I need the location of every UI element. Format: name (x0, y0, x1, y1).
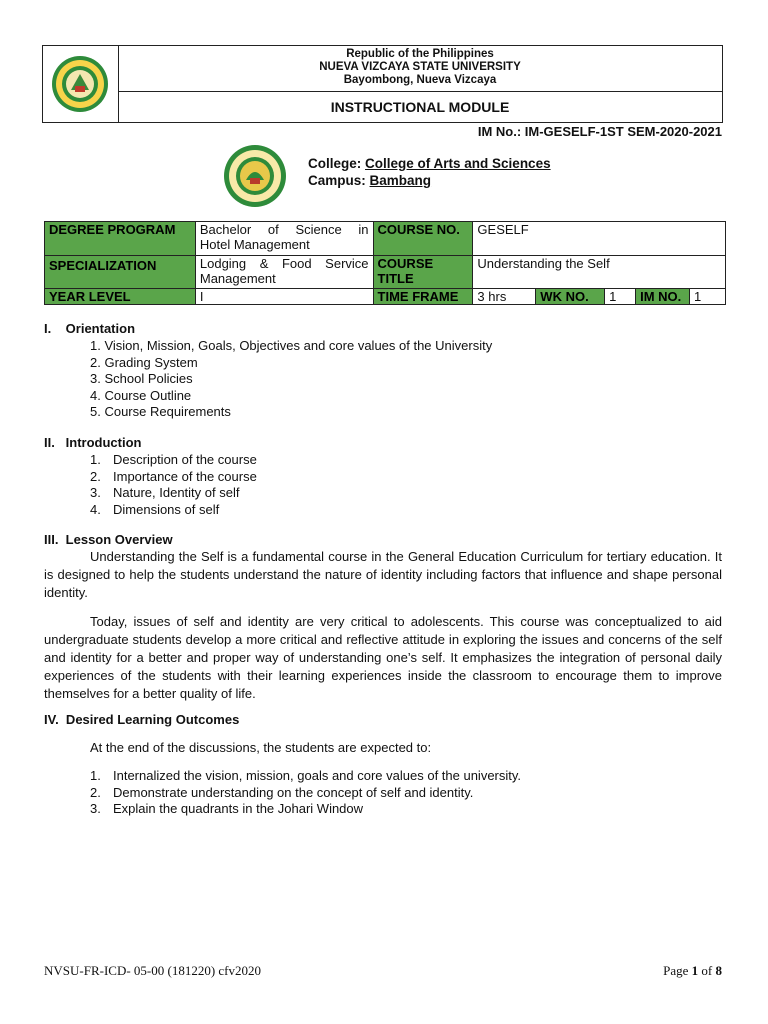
introduction-list (90, 452, 257, 518)
course-no-value: GESELF (473, 222, 726, 256)
course-title-label: COURSE TITLE (373, 256, 473, 289)
course-no-label: COURSE NO. (373, 222, 473, 256)
list-item: 1. Vision, Mission, Goals, Objectives and core values of the University (90, 338, 493, 353)
header-university-name: NUEVA VIZCAYA STATE UNIVERSITY (319, 61, 521, 73)
college-seal-icon (222, 144, 288, 208)
list-item: 4. Course Outline (90, 387, 192, 403)
footer-form-code: NVSU-FR-ICD- 05-00 (181220) cfv2020 (44, 963, 262, 978)
year-level-value: I (195, 289, 373, 305)
section-orientation-title: I. Orientation (44, 321, 136, 336)
header-republic: Republic of the Philippines (346, 48, 494, 60)
university-header (118, 46, 722, 92)
campus-line: Campus: Bambang (308, 173, 432, 188)
college-name: College of Arts and Sciences (365, 156, 551, 171)
section-introduction-title: II. Introduction (44, 435, 142, 450)
header-address: Bayombong, Nueva Vizcaya (343, 74, 497, 86)
list-item: 1. Internalized the vision, mission, goals and core values of the university. (90, 768, 522, 783)
lesson-overview-paragraph-1: Understanding the Self is a fundamental course in the General Education Curriculum for tertiary education. It is designed to help the students understand the nature of identity including factors that influence and shape personal identity. (44, 549, 722, 600)
time-frame-label: TIME FRAME (373, 289, 473, 305)
course-info-table (44, 221, 726, 305)
list-item: 2. Grading System (90, 354, 198, 370)
degree-program-label: DEGREE PROGRAM (45, 222, 196, 256)
list-item: 1. Description of the course (90, 452, 257, 467)
lesson-overview-paragraph-2: Today, issues of self and identity are very critical to adolescents. This course was conceptualized to aid undergraduate students develop a more critical and reflective attitude in exploring the issues and concerns of the self and identity for a better and proper way of understanding one’s self. It emphasizes the integration of personal daily experiences of the students with their learning experiences inside the classroom to encourage them to improve themselves for a better quality of life. (44, 614, 722, 701)
wk-no-label: WK NO. (536, 289, 605, 305)
list-item: 3. Explain the quadrants in the Johari Window (90, 801, 364, 816)
college-line: College: College of Arts and Sciences (308, 156, 551, 171)
campus-name: Bambang (369, 173, 432, 188)
university-seal-cell (43, 46, 119, 122)
wk-no-value: 1 (605, 289, 636, 305)
year-level-label: YEAR LEVEL (45, 289, 196, 305)
list-item: 3. Nature, Identity of self (90, 485, 240, 500)
time-frame-value: 3 hrs (473, 289, 536, 305)
university-seal-icon (43, 46, 118, 122)
section-lesson-overview-title: III. Lesson Overview (44, 532, 173, 547)
list-item: 5. Course Requirements (90, 404, 231, 419)
specialization-label: SPECIALIZATION (45, 256, 196, 289)
degree-program-value: Bachelor of Science in Hotel Management (195, 222, 373, 256)
list-item: 2. Importance of the course (90, 468, 257, 484)
im-number: IM No.: IM-GESELF-1ST SEM-2020-2021 (477, 124, 722, 139)
list-item: 4. Dimensions of self (90, 501, 220, 517)
outcomes-intro: At the end of the discussions, the students are expected to: (90, 740, 432, 755)
specialization-value: Lodging & Food Service Management (195, 256, 373, 289)
module-title: INSTRUCTIONAL MODULE (330, 99, 510, 115)
course-title-value: Understanding the Self (473, 256, 726, 289)
footer-page-number: Page 1 of 8 (663, 963, 722, 978)
header-box (42, 45, 723, 123)
outcomes-list (90, 768, 521, 818)
orientation-list (90, 338, 492, 421)
section-outcomes-title: IV. Desired Learning Outcomes (44, 712, 240, 727)
list-item: 2. Demonstrate understanding on the concept of self and identity. (90, 784, 474, 800)
list-item: 3. School Policies (90, 371, 193, 386)
im-no-label: IM NO. (636, 289, 690, 305)
college-campus-block (308, 155, 551, 189)
im-no-value: 1 (690, 289, 726, 305)
